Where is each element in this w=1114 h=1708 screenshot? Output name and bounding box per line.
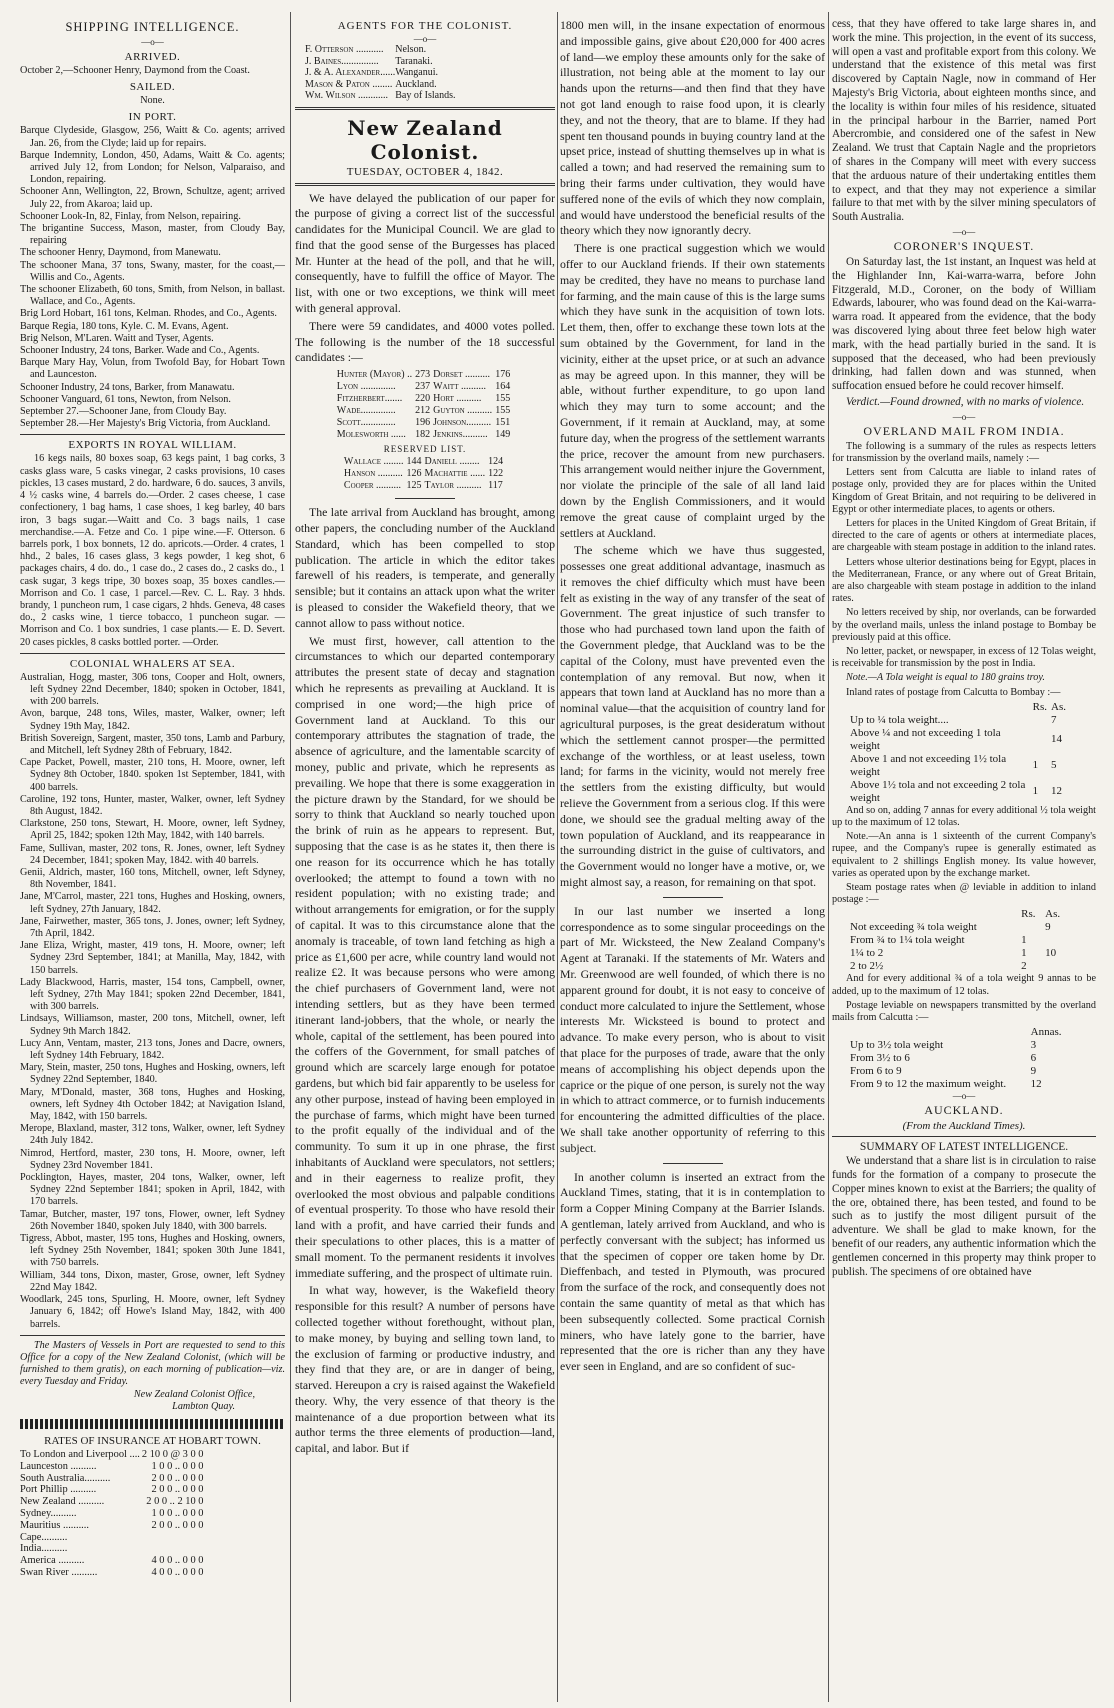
paragraph: Postage leviable on newspapers transmitted by the overland mails from Calcutta :— (832, 999, 1096, 1024)
table-cell: 1 0 0 .. 0 0 0 (151, 1460, 204, 1472)
table-cell: 126 (406, 468, 422, 480)
table-cell: 10 (1045, 947, 1057, 960)
table-cell: 2 to 2½ (850, 960, 884, 973)
table-cell: 12 (1051, 785, 1063, 798)
table-cell: America .......... (20, 1555, 85, 1567)
table-cell: Auckland. (395, 78, 437, 90)
sailed-heading: SAILED. (129, 81, 176, 94)
table-cell: Molesworth ...... (336, 429, 406, 441)
table-cell: Jenkins.......... (433, 429, 488, 441)
arrived-text: October 2,—Schooner Henry, Daymond from the Coast. (20, 65, 250, 76)
table-cell: Hunter (Mayor) .. (336, 369, 413, 381)
table-cell: Hort .......... (433, 393, 482, 405)
table-cell: 176 (495, 369, 511, 381)
table-cell: 151 (495, 417, 511, 429)
table-cell (1045, 960, 1070, 973)
list-item: Clarkstone, 250 tons, Stewart, H. Moore, owner, left Sydney, April 25, 1842; spoken 12th May, 1842, with 140 barrels. (20, 818, 285, 842)
paragraph: There is one practical suggestion which we would offer to our Auckland friends. If their own statements may be credited, they have no means to purchase land for farming, and the main cause of this is the large sums which they have sunk in the acquisition of town lots. Let them, then, offer to exchange these town lots at the sum obtained by the Government, for land in the vicinity, either at the upset price, or at such an advance as may be agreed upon. In this manner, they will be able, without further expenditure, to go upon land which they may turn to some account; and the Government, if it remain at Auckland, may, at some future day, when the progress of the settlement warrants the price, recover the amount from new purchasers. This arrangement would neither injure the Government, nor violate the principle of the sale of all land laid down by the English Commissioners, and it would remove the great cause of complaint urged by the settlers at Auckland. (560, 241, 825, 540)
table-cell: Guyton .......... (433, 405, 493, 417)
table-cell: Above 1½ tola and not exceeding 2 tola weight (850, 778, 1026, 804)
agent-row (305, 67, 456, 79)
insurance-row (20, 1532, 205, 1544)
divider-ornament: —o— (952, 1091, 976, 1102)
table-cell (1045, 934, 1070, 947)
list-item: Barque Indemnity, London, 450, Adams, Waitt & Co. agents; arrived July 12, from London; for Nelson, Valparaiso, and London, repairing. (20, 149, 285, 186)
column-editorial-continued (560, 18, 825, 1377)
agent-row (305, 44, 456, 56)
list-item: Mary, M'Donald, master, 368 tons, Hughes and Hosking, owners, left Sydney 4th October 1842; at Navigation Island, May, 1842, with 150 barrels. (20, 1086, 285, 1123)
table-cell: 125 (406, 480, 422, 492)
paragraph: In what way, however, is the Wakefield theory responsible for this result? A number of persons have collected together without forethought, without plan, to make money, by buying and selling town land, to the exclusion of farming or productive industry, and they find that they are, or are in danger of being, starved. Hereupon a cry is raised against the Wakefield theory. Why, the very essence of that theory is the maintenance of a due proportion between what its author terms the three elements of production—land, capital, and labor. But if (295, 1283, 555, 1456)
rate-row (850, 714, 1070, 727)
list-item: Cape Packet, Powell, master, 210 tons, H. Moore, owner, left Sydney 8th October, 1840. spoken 1st September, 1841, with 400 barrels. (20, 757, 285, 793)
table-cell: 220 (415, 393, 431, 405)
list-item: Avon, barque, 248 tons, Wiles, master, Walker, owner; left Sydney 19th May, 1842. (20, 708, 285, 732)
list-item: Lindsays, Williamson, master, 200 tons, Mitchell, owner, left Sydney 9th March 1842. (20, 1013, 285, 1037)
verdict: Verdict.—Found drowned, with no marks of violence. (846, 395, 1085, 408)
list-item: Genii, Aldrich, master, 160 tons, Mitchell, owner, left Sdyney, 8th November, 1841. (20, 866, 285, 891)
paragraph: On Saturday last, the 1st instant, an Inquest was held at the Highlander Inn, Kai-warra-warra, before John Fitzgerald, M.D., Coroner, on the body of William Edwards, labourer, who was found dead on the Kai-warra-warra road. It appeared from the evidence, that the body was discovered lying about three feet below high water mark, with the head partially buried in the sand. It is supposed that the deceased, who had been previously drinking, had fallen down and was stunned, when suffocation ensued before he could recover himself. (832, 255, 1096, 393)
divider (663, 897, 723, 898)
insurance-row (20, 1484, 205, 1496)
decorative-bar (20, 1419, 285, 1429)
exports-text: 16 kegs nails, 80 boxes soap, 63 kegs paint, 1 bag corks, 3 casks glass ware, 5 casks vinegar, 2 casks provisions, 10 cases pickles, 13 cases mustard, 2 do. hardware, 6 do. sauces, 3 anvils, 4 ½ casks wine, 4 barrels do.—Order. 2 cases cheese, 1 case confectionery, 1 bag hams, 1 case shoes, 1 keg barley, 40 bars iron, 3 bags sugar.—Waitt and Co. 3 bags nails, 1 case merchandise.—A. Fetze and Co. 1 pipe wine.—F. Otterson. 6 barrels pork, 1 box bonnets, 12 do. apricots.—Order. 4 crates, 1 hhd., 2 bales, 16 cases glass, 3 kegs powder, 1 keg shot, 6 packages chairs, 4 do. do., 1 case do., 2 cases do., 2 casks do., 1 cask sugar, 3 kegs tripe, 30 boxes soap, 35 boxes candles.—Morrison and Co. 1 case, 1 parcel.—Rev. C. L. Ray. 3 hhds. brandy, 1 puncheon rum, 1 case cigars, 2 hhds. Geneva, 48 cases do., 2 casks wine, 1 tierce tobacco, 1 puncheon sugar. —Morrison and Co. 1 box sundries, 1 case plants.— E. D. Severt. 20 cases pickles, 8 casks bottled porter. —Order. (20, 453, 285, 648)
table-cell: Up to ¼ tola weight.... (850, 713, 949, 726)
paragraph: Letters sent from Calcutta are liable to inland rates of postage only, provided they are for places within the United Kingdom of Great Britain, and not requiring to be delivered in Egypt or other intermediate places, to agents or others. (832, 467, 1096, 515)
auckland-heading: AUCKLAND. (924, 1103, 1004, 1118)
table-cell: Nelson. (395, 44, 427, 55)
masthead: New Zealand Colonist. (347, 115, 503, 164)
table-cell: J. & A. Alexander...... (305, 67, 396, 78)
list-item: Schooner Vanguard, 61 tons, Newton, from Nelson. (20, 393, 231, 405)
newspaper-rates-table (850, 1026, 1070, 1091)
table-cell: From 3½ to 6 (850, 1052, 910, 1065)
table-cell: 182 (415, 429, 431, 441)
table-cell: Sydney.......... (20, 1507, 77, 1519)
summary-heading: SUMMARY OF LATEST INTELLIGENCE. (859, 1141, 1069, 1154)
table-cell: Fitzherbert....... (336, 393, 403, 405)
table-cell: Taylor .......... (424, 480, 482, 492)
divider (395, 498, 455, 499)
table-cell: Above 1 and not exceeding 1½ tola weight (850, 752, 1007, 778)
table-cell: 155 (495, 405, 511, 417)
rate-row (850, 947, 1070, 960)
table-cell: Wanganui. (395, 67, 439, 78)
paragraph: In another column is inserted an extract from the Auckland Times, stating, that it is in contemplation to form a Copper Mining Company at the Barrier Islands. A gentleman, lately arrived from Auckland, and who is perfectly conversant with the subject; has informed us that the specimen of copper ore taken home by Dr. Dieffenbach, and tested in Plymouth, was procured from the surface of the rock, and consequently does not contain the same quantity of metal as that which has been subsequently collected. Some practical Cornish miners, who have lately gone to the barrier, have represented that the ore is richer than any they have ever seen in England, and are so confident of suc- (560, 1169, 825, 1374)
paragraph: In our last number we inserted a long correspondence as to some singular proceedings on the part of Mr. Wicksteed, the New Zealand Company's Agent at Taranaki. If the statements of Mr. Waters and Mr. Greenwood are well founded, of which there is no apparent ground for doubt, it is not easy to conceive of conduct more calculated to injure the Settlement, whose interests Mr. Wicksteed is bound to protect and advance. To make every person, who is about to visit that place for the purposes of trade, aware that the only means of accomplishing his object depends upon the caprice or the pique of one person, is surely not the way in which to attract commerce, or to furnish inducements for encountering the admitted difficulties of the place. We shall take another opportunity of referring to this subject. (560, 903, 825, 1155)
column-rule (828, 12, 829, 1702)
list-item: Barque Mary Hay, Volun, from Twofold Bay, for Hobart Town and Launceston. (20, 357, 285, 381)
rate-row (850, 934, 1070, 947)
table-cell: Dorset .......... (433, 369, 490, 381)
list-item: British Sovereign, Sargent, master, 350 tons, Lamb and Parbury, and Mitchell, left Sydney 28th of February, 1842. (20, 732, 285, 756)
table-cell: 164 (495, 381, 511, 393)
table-cell: J. Baines............... (305, 55, 379, 67)
table-cell: 196 (415, 417, 431, 429)
paragraph: There were 59 candidates, and 4000 votes polled. The following is the number of the 18 successful candidates :— (295, 318, 555, 365)
table-cell: To London and Liverpool .... (20, 1448, 140, 1460)
insurance-table (20, 1449, 205, 1579)
list-item: Lucy Ann, Ventam, master, 213 tons, Jones and Dacre, owners, left Sydney 14th February, 1842. (20, 1037, 285, 1062)
office-line: New Zealand Colonist Office, (133, 1388, 255, 1400)
table-cell (1021, 921, 1045, 934)
insurance-row (20, 1508, 205, 1520)
table-cell: 2 0 0 .. 2 10 0 (146, 1496, 204, 1508)
table-cell: Up to 3½ tola weight (850, 1039, 944, 1052)
inland-rates-table (850, 701, 1070, 805)
table-cell: 9 (1045, 921, 1051, 934)
divider-ornament: —o— (141, 37, 164, 47)
paragraph: Note.—An anna is 1 sixteenth of the current Company's rupee, and the Company's rupee is generally estimated as equivalent to 2 shillings English money. Its value however, varies as operated upon by the exchange market. (832, 831, 1096, 879)
table-cell: 7 (1051, 713, 1057, 726)
table-cell (142, 1543, 206, 1555)
divider (20, 1335, 285, 1336)
list-item: William, 344 tons, Dixon, master, Grose, owner, left Sydney 22nd May 1842. (20, 1269, 285, 1293)
insurance-row (20, 1543, 205, 1555)
table-cell (1033, 727, 1051, 753)
shipping-heading: SHIPPING INTELLIGENCE. (65, 20, 240, 34)
table-cell: 3 (1030, 1039, 1037, 1052)
list-item: Mary, Stein, master, 250 tons, Hughes and Hosking, owners, left Sydney 22nd September, 1840. (20, 1062, 285, 1086)
list-item: Schooner Industry, 24 tons, Barker, from Manawatu. (20, 381, 235, 393)
rate-row (850, 727, 1070, 753)
list-item: Tamar, Butcher, master, 197 tons, Flower, owner, left Sydney 26th November 1840, spoken July 1840, with 300 barrels. (20, 1208, 285, 1232)
table-cell: From ¾ to 1¼ tola weight (850, 934, 965, 947)
reserved-table (344, 456, 506, 492)
column-rule (290, 12, 291, 1702)
table-cell: Bay of Islands. (395, 90, 456, 101)
table-cell: Wade.............. (336, 405, 396, 417)
divider (295, 183, 555, 186)
candidates-table (337, 369, 513, 441)
table-cell: South Australia.......... (20, 1472, 111, 1484)
candidate-row (337, 393, 513, 405)
rate-row (850, 1078, 1070, 1091)
divider-ornament: —o— (952, 411, 976, 422)
table-cell: 2 (1021, 960, 1027, 973)
rate-row (850, 1039, 1070, 1052)
table-cell (1033, 714, 1051, 727)
masters-notice: The Masters of Vessels in Port are requested to send to this Office for a copy of the New Zealand Colonist, (which will be furnished to them gratis), on each morning of publication—viz. every Tuesday and Friday. (20, 1339, 285, 1388)
agent-row (305, 56, 456, 68)
table-cell: 122 (488, 468, 504, 480)
list-item: Woodlark, 245 tons, Spurling, H. Moore, owner, left Sydney January 6, 1842; off Howe's Island May, 1842, with 400 barrels. (20, 1294, 285, 1330)
table-cell: Cape.......... (20, 1531, 68, 1543)
paragraph: Letters whose ulterior destinations being for Egypt, places in the Mediterranean, France, or any where out of Great Britain, are also chargeable with steam postage in addition to the inland rates. (832, 556, 1096, 605)
agents-heading: AGENTS FOR THE COLONIST. (337, 20, 513, 32)
dateline: TUESDAY, OCTOBER 4, 1842. (346, 165, 504, 178)
table-cell: 149 (495, 429, 511, 441)
table-cell: 6 (1030, 1052, 1037, 1065)
table-cell: 1 (1021, 934, 1027, 947)
agents-table (305, 44, 456, 102)
table-cell: Wm. Wilson ............ (305, 90, 389, 101)
paragraph: We have delayed the publication of our paper for the purpose of giving a correct list of the successful candidates for the Municipal Council. We are glad to find that the good sense of the Burgesses has placed Mr. Hunter at the head of the poll, and that he will, consequently, have to fulfill the office of Mayor. The list, with one or two exceptions, we think will meet with general approval. (295, 190, 555, 316)
paragraph: And so on, adding 7 annas for every additional ½ tola weight up to the maximum of 12 tolas. (832, 804, 1096, 828)
table-cell: Mason & Paton ........ (305, 78, 393, 90)
paragraph: No letter, packet, or newspaper, in excess of 12 Tolas weight, is receivable for transmission by the post in India. (832, 645, 1096, 670)
rs-label: Rs. (1021, 908, 1036, 921)
column-news (832, 18, 1096, 1281)
table-cell: Above ¼ and not exceeding 1 tola weight (850, 726, 1001, 752)
as-label: As. (1051, 700, 1066, 713)
list-item: Jane Eliza, Wright, master, 419 tons, H. Moore, owner; left Sydney 23rd September, 1841; at Manilla, May, 1842, with 150 barrels. (20, 940, 285, 976)
candidate-row (337, 369, 513, 381)
exports-heading: EXPORTS IN ROYAL WILLIAM. (68, 439, 237, 452)
paragraph: We understand that a share list is in circulation to raise funds for the formation of a company to prosecute the Copper mines known to exist at the Barriers; the quality of the ore, obtained there, has been tested, and found to be such as to justify the most diligent pursuit of the adventure. We shall be glad to make known, for the benefit of our readers, any authentic information which the gentlemen concerned in this property may think proper to publish. The specimens of ore obtained have (832, 1155, 1096, 1278)
table-cell: 2 0 0 .. 0 0 0 (151, 1472, 204, 1484)
list-item: September 27.—Schooner Jane, from Cloudy Bay. (20, 406, 227, 418)
list-item: Schooner Industry, 24 tons, Barker. Wade and Co., Agents. (20, 345, 260, 357)
list-item: Schooner Ann, Wellington, 22, Brown, Schultze, agent; arrived July 22, from Akaroa; laid up. (20, 186, 285, 210)
list-item: Fame, Sullivan, master, 202 tons, R. Jones, owner, left Sydney 24 December, 1841; spoken May, 1842. with 40 barrels. (20, 842, 285, 866)
divider (295, 107, 555, 110)
candidate-row (337, 429, 513, 441)
table-cell (142, 1532, 206, 1544)
mail-heading: OVERLAND MAIL FROM INDIA. (863, 423, 1065, 438)
paragraph: Inland rates of postage from Calcutta to Bombay :— (846, 686, 1061, 698)
paragraph: We must first, however, call attention to the circumstances to which our departed contemporary attributes the present state of decay and stagnation which he represents as prevailing at Auckland. It is comprised in one word;—the high price of Government land at Auckland. To this our contemporary attributes the stagnation of trade, the absence of agriculture, and the lamentable scarcity of money, public and private, which he represents as prevailing. We hope that there is some exaggeration in the picture drawn by the Standard, for we should be sorry to think that Auckland so nearly touched upon the brink of ruin as he appears to represent. But, supposing that the case is as he states it, then there is one reason for its occurrence which he has totally overlooked; the attempt to found a town with no resident population; with no existing trade; and without arrangements for emigration, or for the supply of capital. It was to this circumstance alone that the anomaly is traceable, of town land fetching as high a price as £1,600 per acre, while country land would not realize £2. It was because persons who were among the chief purchasers of Government land, were not intending settlers, but as they have been termed itinerant land-jobbers, that the whole, or nearly the whole, capital of the settlement, has been poured into the coffers of the Government, for small patches of ground which are scarcely large enough for potatoe gardens, but which bid fair apparently to be useless for any other purpose, instead of having been employed in the purchase of farms, which might have been turned to the profit equally of the individual and of the community. To sum it up in one phrase, the first inhabitants of Auckland were speculators, not settlers; and in their eagerness to realize profit, they overlooked the most obvious and palpable conditions of eventual prosperity. To those who have resold their land with a profit, and have carried their funds and their speculations to other places, this is a matter of small moment. To the permanent residents it involves immediate suffering, and the prospect of ultimate ruin. (295, 633, 555, 1280)
list-item: Australian, Hogg, master, 306 tons, Cooper and Holt, owners, left Sydney 22nd December, 1840; spoken in October, 1841, with 200 barrels. (20, 671, 285, 708)
table-cell: Mauritius .......... (20, 1519, 89, 1531)
table-cell: New Zealand .......... (20, 1496, 105, 1508)
table-cell: 2 10 0 @ 3 0 0 (141, 1448, 204, 1460)
paragraph: 1800 men will, in the insane expectation of enormous and impossible gains, give about £20,000 for 400 acres of land—we employ these amounts only for the sake of illustration, not being able at the moment to lay our hands upon the returns—and then find that they have not got land enough to raise food upon, it is clearly they, and not the theory, that are to blame. If they had spent ten thousand pounds in buying country land at the upset price, instead of shutting themselves up in what is called a town; and had reserved the remaining sum to bring their farms under cultivation, they would have suffered none of the evils of which they now complain, and would have understood the beneficial results of the theory which they now ignorantly decry. (560, 18, 825, 238)
table-cell: F. Otterson ........... (305, 44, 384, 55)
annas-label: Annas. (1030, 1026, 1062, 1039)
insurance-row (20, 1461, 205, 1473)
table-cell: Lyon .............. (336, 381, 396, 393)
list-item: The schooner Elizabeth, 60 tons, Smith, from Nelson, in ballast. Wallace, and Co., Agents. (20, 284, 285, 308)
table-cell: Scott.............. (336, 417, 396, 429)
divider (20, 434, 285, 435)
paragraph: cess, that they have offered to take large shares in, and work the mine. This projection, in the event of its success, will open a vast and profitable export from this colony. We understand that the existence of this metal was first discovered by Captain Nagle, now in command of Her Majesty's Brig Victoria, about eighteen months since, and the locality is within four miles of his residence, situated in the principal harbour in the Barrier, named Port Abercrombie, and considered one of the safest in New Zealand. We trust that Captain Nagle and the proprietors of shares in the Company will meet with every success that the arduous nature of their undertaking entitles them to expect, and that they may not experience a similar failure to that met with by the silver mining speculators of South Australia. (832, 18, 1096, 224)
list-item: Brig Nelson, M'Laren. Waitt and Tyser, Agents. (20, 332, 214, 344)
table-cell: 5 (1051, 759, 1057, 772)
list-item: Brig Lord Hobart, 161 tons, Kelman. Rhodes, and Co., Agents. (20, 308, 277, 320)
candidate-row (337, 381, 513, 393)
candidate-row (337, 417, 513, 429)
table-cell: 1 0 0 .. 0 0 0 (151, 1507, 204, 1519)
list-item: Barque Regia, 180 tons, Kyle. C. M. Evans, Agent. (20, 320, 229, 332)
paragraph: Steam postage rates when @ leviable in addition to inland postage :— (832, 882, 1096, 906)
list-item: The brigantine Success, Mason, master, from Cloudy Bay, repairing (20, 223, 285, 247)
divider (832, 1136, 1096, 1137)
divider-ornament: —o— (952, 226, 976, 237)
list-item: The schooner Henry, Daymond, from Manewatu. (20, 247, 221, 259)
table-cell: Port Phillip .......... (20, 1484, 97, 1496)
table-cell: Launceston .......... (20, 1460, 97, 1472)
table-cell: Cooper .......... (343, 480, 402, 492)
column-shipping (20, 18, 285, 1579)
table-cell: 4 0 0 .. 0 0 0 (151, 1555, 204, 1567)
table-cell: Johnson.......... (433, 417, 492, 429)
insurance-row (20, 1555, 205, 1567)
divider (663, 1163, 723, 1164)
table-cell: 124 (488, 456, 504, 468)
column-rule (557, 12, 558, 1702)
paragraph: No letters received by ship, nor overlands, can be forwarded by the overland mails, unless the inland postage to Bombay be previously paid at this office. (832, 607, 1096, 643)
paragraph: The scheme which we have thus suggested, possesses one great additional advantage, inasmuch as it removes the chief difficulty which must have been felt as existing in the way of any transfer of the seat of Government. The great injustice of such transfer to those who had purchased town land upon the faith of the Government pledge, that Auckland was to be the capital of the Colony, must have prevented even the contemplation of any removal. But now, when it appears that town land at Auckland has no more than a nominal value—that the acquisition of country land for agricultural purposes, is the great desideratum without which the settlement cannot prosper—the permitted exchange of the worthless, or at least useless, town land; for farms in the vicinity, would not merely free the settlers from the existing difficulty, but would relieve the Government from a serious clog. If this were done, we should see the gradual melting away of the town population of Auckland, and its reappearance in the surrounding district in the guise of cultivators, and the Government would no longer have a motive, or, we might almost say, a reason, for remaining on that spot. (560, 543, 825, 890)
table-cell: 1 (1021, 947, 1027, 960)
list-item: Jane, Fairwether, master, 365 tons, J. Jones, owner; left Sydney, 7th April, 1842. (20, 915, 285, 939)
list-item: The schooner Mana, 37 tons, Swany, master, for the coast,—Willis and Co., Agents. (20, 259, 285, 283)
candidate-row (337, 405, 513, 417)
list-item: Caroline, 192 tons, Hunter, master, Walker, owner, left Sydney 8th August, 1842. (20, 793, 285, 817)
whalers-heading: COLONIAL WHALERS AT SEA. (69, 657, 236, 670)
in-port-heading: IN PORT. (128, 111, 177, 124)
table-cell: 2 0 0 .. 0 0 0 (151, 1484, 204, 1496)
office-line: Lambton Quay. (172, 1400, 235, 1412)
reserved-row (344, 456, 506, 468)
table-cell: From 6 to 9 (850, 1065, 902, 1078)
insurance-row (20, 1520, 205, 1532)
list-item: September 28.—Her Majesty's Brig Victoria, from Auckland. (20, 418, 271, 430)
auckland-source: (From the Auckland Times). (902, 1120, 1026, 1133)
reserved-heading: RESERVED LIST. (383, 444, 467, 455)
column-editorial (295, 18, 555, 1459)
paragraph: The following is a summary of the rules as respects letters for transmission by the overland mails, namely :— (832, 440, 1096, 464)
table-cell: From 9 to 12 the maximum weight. (850, 1078, 1007, 1091)
table-cell: 9 (1030, 1065, 1037, 1078)
paragraph: Note.—A Tola weight is equal to 180 grains troy. (846, 672, 1045, 684)
table-cell: 1 (1032, 785, 1039, 798)
table-cell: 4 0 0 .. 0 0 0 (151, 1566, 204, 1578)
table-cell: 1¼ to 2 (850, 947, 884, 960)
reserved-row (344, 480, 506, 492)
rs-label: Rs. (1032, 700, 1048, 713)
table-cell: 1 (1032, 759, 1039, 772)
list-item: Pocklington, Hayes, master, 204 tons, Walker, owner, left Sydney 22nd September 1841; spoken in April, 1842, with 170 barrels. (20, 1172, 285, 1208)
steam-rates-table (850, 908, 1070, 973)
agent-row (305, 90, 456, 102)
agent-row (305, 79, 456, 91)
table-cell: 117 (488, 480, 503, 492)
table-cell: Waitt .......... (433, 381, 486, 393)
list-item: Jane, M'Carrol, master, 221 tons, Hughes and Hosking, owners, left Sydney, 27th January, 1842. (20, 891, 285, 915)
arrived-heading: ARRIVED. (124, 51, 181, 63)
rate-row (850, 1065, 1070, 1078)
table-cell: 212 (415, 405, 431, 417)
list-item: Lady Blackwood, Harris, master, 154 tons, Campbell, owner, left Sydney, 27th May 1841; spoken 22nd December, 1841, with 300 barrels. (20, 976, 285, 1013)
table-cell: Wallace ........ (343, 456, 404, 468)
rate-row (850, 779, 1070, 805)
list-item: Merope, Blaxland, master, 312 tons, Walker, owner, left Sydney 24th July 1842. (20, 1123, 285, 1147)
table-cell: Not exceeding ¾ tola weight (850, 921, 977, 934)
list-item: Nimrod, Hertford, master, 230 tons, H. Moore, owner, left Sydney 23rd November 1841. (20, 1147, 285, 1171)
rate-row (850, 960, 1070, 973)
table-cell: India.......... (20, 1543, 68, 1555)
insurance-row (20, 1449, 205, 1461)
list-item: Tigress, Abbot, master, 195 tons, Hughes and Hosking, owners, left Sydney 25th November, 1841; spoken 30th June 1841, with 750 barrels. (20, 1233, 285, 1269)
table-cell: 237 (415, 381, 431, 393)
table-cell: Taranaki. (395, 55, 433, 67)
insurance-heading: RATES OF INSURANCE AT HOBART TOWN. (44, 1434, 261, 1447)
table-cell: Machattie ...... (424, 468, 486, 480)
in-port-list (20, 125, 285, 430)
insurance-row (20, 1473, 205, 1485)
table-cell: 155 (495, 393, 511, 405)
rate-row (850, 921, 1070, 934)
rate-row (850, 1052, 1070, 1065)
paragraph: Letters for places in the United Kingdom of Great Britain, if directed to the care of agents or others at intermediate places, are chargeable with steam postage in addition to the inland rates. (832, 517, 1096, 554)
table-cell: 14 (1051, 733, 1063, 746)
list-item: Barque Clydeside, Glasgow, 256, Waitt & Co. agents; arrived Jan. 26, from the Clyde; laid up for repairs. (20, 125, 285, 149)
whalers-list (20, 672, 285, 1331)
table-cell: Swan River .......... (20, 1566, 98, 1578)
insurance-row (20, 1567, 205, 1579)
reserved-row (344, 468, 506, 480)
as-label: As. (1045, 908, 1061, 921)
paragraph: The late arrival from Auckland has brought, among other papers, the concluding number of the Auckland Standard, which has been compelled to stop publication. The article in which the editor takes farewell of his readers, is temperate, and generally sensible; but it contains an attack upon what the writer is pleased to consider the Wakefield theory, that we cannot allow to pass without notice. (295, 505, 555, 630)
divider-ornament: —o— (413, 34, 437, 44)
divider (20, 653, 285, 654)
sailed-text: None. (140, 95, 165, 107)
rate-row (850, 753, 1070, 779)
table-cell: 12 (1030, 1078, 1042, 1091)
table-cell: Hanson .......... (343, 468, 403, 480)
table-cell: 273 (415, 369, 431, 381)
list-item: Schooner Look-In, 82, Finlay, from Nelson, repairing. (20, 210, 241, 222)
paragraph: And for every additional ¾ of a tola weight 9 annas to be added, up to the maximum of 12 tolas. (832, 973, 1096, 997)
table-cell: 2 0 0 .. 0 0 0 (151, 1519, 204, 1531)
inquest-heading: CORONER'S INQUEST. (893, 238, 1035, 253)
table-cell: 144 (406, 456, 422, 468)
insurance-row (20, 1496, 205, 1508)
table-cell: Daniell ........ (424, 456, 480, 468)
